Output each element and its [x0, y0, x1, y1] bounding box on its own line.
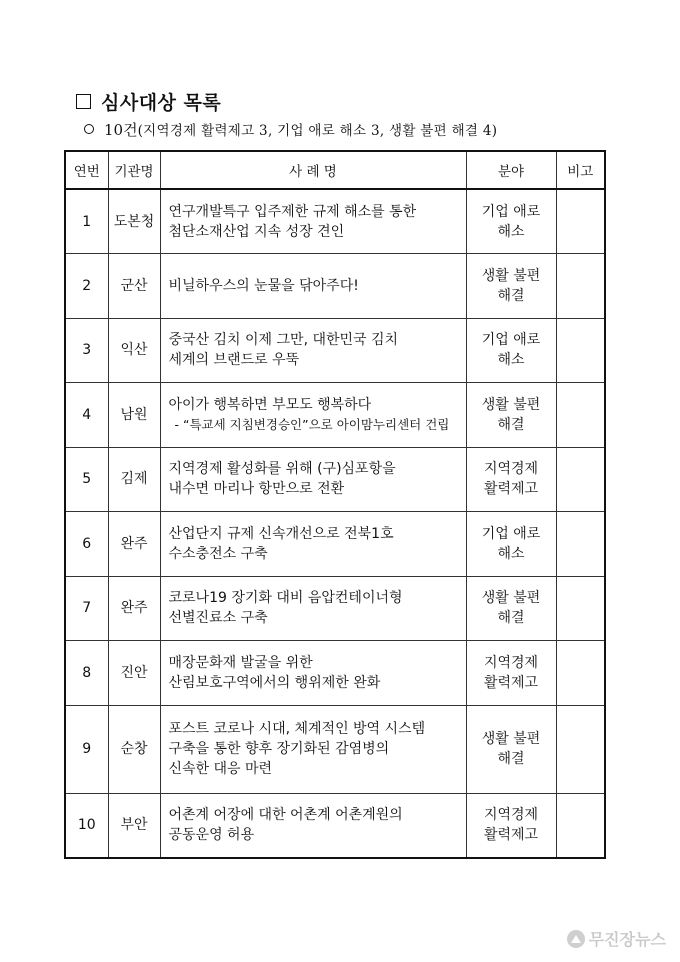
field-line: 기업 애로 [481, 332, 541, 349]
table-row [65, 447, 605, 512]
row-no: 3 [65, 318, 108, 383]
row-no: 9 [65, 705, 108, 793]
circle-bullet-icon [84, 124, 94, 134]
field-line: 활력제고 [483, 481, 539, 498]
header-note: 비고 [556, 151, 605, 189]
row-org: 도본청 [108, 189, 160, 254]
row-case [160, 793, 466, 858]
row-no: 4 [65, 383, 108, 448]
square-bullet-icon [76, 94, 91, 109]
row-case [160, 254, 466, 319]
table-row [65, 641, 605, 706]
row-no: 7 [65, 576, 108, 641]
field-line: 해소 [497, 545, 525, 562]
row-field [466, 383, 556, 448]
header-field: 분야 [466, 151, 556, 189]
field-line: 생활 불편 [481, 267, 541, 284]
sub-heading [84, 118, 497, 140]
row-no: 2 [65, 254, 108, 319]
table-row [65, 512, 605, 577]
field-line: 활력제고 [483, 674, 539, 691]
row-field [466, 641, 556, 706]
row-field [466, 189, 556, 254]
case-line: 세계의 브랜드로 우뚝 [168, 352, 300, 369]
field-line: 해결 [497, 751, 525, 767]
row-note [556, 641, 605, 706]
row-no: 5 [65, 447, 108, 512]
field-line: 해결 [497, 610, 525, 627]
row-org: 완주 [108, 512, 160, 577]
field-line: 기업 애로 [481, 203, 541, 220]
field-line: 생활 불편 [481, 396, 541, 413]
table-row [65, 576, 605, 641]
section-heading [76, 86, 221, 116]
row-case [160, 576, 466, 641]
row-no: 1 [65, 189, 108, 254]
case-line: 선별진료소 구축 [168, 610, 268, 627]
case-line: 공동운영 허용 [168, 827, 255, 843]
table-row [65, 318, 605, 383]
review-target-table [64, 150, 606, 859]
field-line: 해결 [497, 287, 525, 304]
case-count: 10건 [104, 120, 138, 139]
case-line: 산업단지 규제 신속개선으로 전북1호 [168, 525, 394, 542]
row-org: 부안 [108, 793, 160, 858]
case-line: 아이가 행복하면 부모도 행복하다 [168, 396, 372, 413]
table-header-row [65, 151, 605, 189]
row-case [160, 512, 466, 577]
row-org: 순창 [108, 705, 160, 793]
row-field [466, 447, 556, 512]
row-no: 10 [65, 793, 108, 858]
table-row [65, 705, 605, 793]
field-line: 지역경제 [483, 461, 539, 478]
category-breakdown: (지역경제 활력제고 3, 기업 애로 해소 3, 생활 불편 해결 4) [137, 122, 498, 139]
table-row [65, 189, 605, 254]
row-case [160, 383, 466, 448]
watermark [567, 927, 666, 950]
row-note [556, 447, 605, 512]
row-org: 익산 [108, 318, 160, 383]
case-line: 비닐하우스의 눈물을 닦아주다! [168, 277, 359, 294]
row-org: 진안 [108, 641, 160, 706]
table-row [65, 254, 605, 319]
row-field [466, 705, 556, 793]
case-line: 지역경제 활성화를 위해 (구)심포항을 [168, 461, 396, 478]
section-title: 심사대상 목록 [101, 91, 222, 114]
row-org: 남원 [108, 383, 160, 448]
row-field [466, 318, 556, 383]
case-line: 구축을 통한 향후 장기화된 감염병의 [168, 741, 390, 757]
case-subline: - “특교세 지침변경승인”으로 아이맘누리센터 건립 [174, 416, 450, 432]
row-case [160, 447, 466, 512]
row-note [556, 705, 605, 793]
case-line: 어촌계 어장에 대한 어촌계 어촌계원의 [168, 807, 403, 823]
field-line: 해소 [497, 352, 525, 369]
case-line: 중국산 김치 이제 그만, 대한민국 김치 [168, 332, 399, 349]
case-line: 포스트 코로나 시대, 체계적인 방역 시스템 [168, 721, 426, 737]
watermark-text: 무진장뉴스 [588, 930, 666, 949]
row-field [466, 512, 556, 577]
row-case [160, 318, 466, 383]
row-field [466, 793, 556, 858]
table-row [65, 793, 605, 858]
field-line: 지역경제 [483, 807, 539, 823]
row-note [556, 576, 605, 641]
summary-line [104, 119, 497, 140]
case-line: 연구개발특구 입주제한 규제 해소를 통한 [168, 203, 417, 220]
row-org: 군산 [108, 254, 160, 319]
row-field [466, 576, 556, 641]
row-note [556, 254, 605, 319]
row-no: 8 [65, 641, 108, 706]
row-no: 6 [65, 512, 108, 577]
field-line: 생활 불편 [481, 731, 541, 747]
row-org: 김제 [108, 447, 160, 512]
case-line: 매장문화재 발굴을 위한 [168, 654, 313, 671]
row-org: 완주 [108, 576, 160, 641]
header-org: 기관명 [108, 151, 160, 189]
field-line: 활력제고 [483, 827, 539, 843]
row-case [160, 641, 466, 706]
row-note [556, 318, 605, 383]
row-note [556, 512, 605, 577]
field-line: 지역경제 [483, 654, 539, 671]
row-case [160, 705, 466, 793]
case-line: 신속한 대응 마련 [168, 761, 273, 777]
field-line: 해소 [497, 223, 525, 240]
field-line: 해결 [497, 416, 525, 433]
row-note [556, 793, 605, 858]
field-line: 기업 애로 [481, 525, 541, 542]
header-no: 연번 [65, 151, 108, 189]
case-line: 수소충전소 구축 [168, 545, 268, 562]
case-line: 내수면 마리나 항만으로 전환 [168, 481, 345, 498]
row-note [556, 383, 605, 448]
case-line: 코로나19 장기화 대비 음압컨테이너형 [168, 590, 403, 607]
table-row [65, 383, 605, 448]
field-line: 생활 불편 [481, 590, 541, 607]
row-field [466, 254, 556, 319]
mountain-logo-icon [567, 930, 585, 948]
case-line: 산림보호구역에서의 행위제한 완화 [168, 674, 381, 691]
row-case [160, 189, 466, 254]
row-note [556, 189, 605, 254]
case-line: 첨단소재산업 지속 성장 견인 [168, 223, 345, 240]
header-case: 사 례 명 [160, 151, 466, 189]
